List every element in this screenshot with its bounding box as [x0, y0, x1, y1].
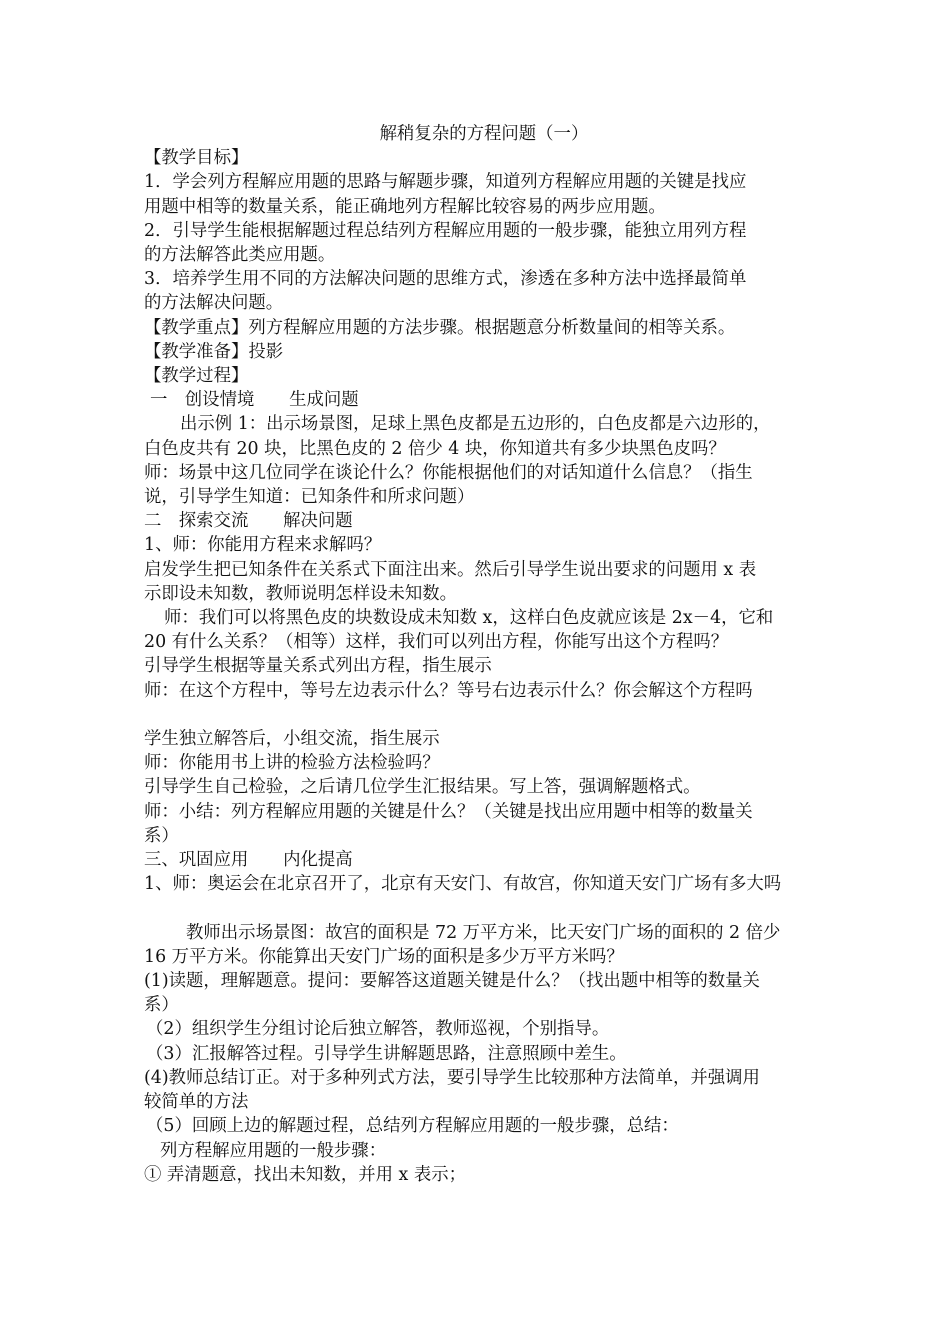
teacher-check-question: 师：你能用书上讲的检验方法检验吗？ — [144, 753, 440, 774]
example-1-line-2: 白色皮共有 20 块，比黑色皮的 2 倍少 4 块，你知道共有多少块黑色皮吗？ — [144, 438, 726, 459]
blank-line — [144, 703, 810, 727]
sub-step-2: （2）组织学生分组讨论后独立解答，教师巡视，个别指导。 — [146, 1019, 610, 1040]
guide-equation-line: 引导学生根据等量关系式列出方程，指生展示 — [144, 656, 492, 677]
summary-line-2: 系） — [144, 825, 179, 846]
objective-3-line-2: 的方法解决问题。 — [144, 293, 284, 314]
guide-line-2: 示即设未知数，教师说明怎样设未知数。 — [144, 583, 458, 604]
summary-line-1: 师：小结：列方程解应用题的关键是什么？（关键是找出应用题中相等的数量关 — [144, 801, 753, 822]
teacher-explain-line-1: 师：我们可以将黑色皮的块数设成未知数 x，这样白色皮就应该是 2x－4，它和 — [164, 608, 774, 629]
guide-line-1: 启发学生把已知条件在关系式下面注出来。然后引导学生说出要求的问题用 x 表 — [144, 559, 757, 580]
document-page — [144, 122, 810, 1187]
sub-step-1-line-1: (1)读题，理解题意。提问：要解答这道题关键是什么？（找出题中相等的数量关 — [144, 971, 760, 992]
blank-line — [144, 896, 810, 920]
example-2-line-1: 教师出示场景图：故宫的面积是 72 万平方米，比天安门广场的面积的 2 倍少 — [186, 922, 781, 943]
step-2-item-1: 1、师：你能用方程来求解吗？ — [144, 535, 382, 556]
student-solve-line: 学生独立解答后，小组交流，指生展示 — [144, 729, 440, 750]
teacher-question-line-1: 师：场景中这几位同学在谈论什么？你能根据他们的对话知道什么信息？（指生 — [144, 462, 753, 483]
sub-step-5: （5）回顾上边的解题过程，总结列方程解应用题的一般步骤，总结： — [146, 1116, 679, 1137]
step-3-item-1: 1、师：奥运会在北京召开了，北京有天安门、有故宫，你知道天安门广场有多大吗 — [144, 874, 782, 895]
step-3-heading: 三、巩固应用 内化提高 — [144, 850, 353, 871]
teacher-explain-line-2: 20 有什么关系？（相等）这样，我们可以列出方程，你能写出这个方程吗？ — [144, 632, 729, 653]
document-title: 解稍复杂的方程问题（一） — [379, 124, 589, 144]
objective-1-line-1: 1．学会列方程解应用题的思路与解题步骤，知道列方程解应用题的关键是找应 — [144, 172, 747, 193]
example-1-line-1: 出示例 1：出示场景图，足球上黑色皮都是五边形的，白色皮都是六边形的， — [180, 414, 771, 435]
sub-step-4-line-2: 较简单的方法 — [144, 1092, 249, 1113]
sub-step-3: （3）汇报解答过程。引导学生讲解题思路，注意照顾中差生。 — [146, 1043, 627, 1064]
objective-1-line-2: 用题中相等的数量关系，能正确地列方程解比较容易的两步应用题。 — [144, 196, 666, 217]
example-2-line-2: 16 万平方米。你能算出天安门广场的面积是多少万平方米吗？ — [144, 946, 624, 967]
step-1-heading: 一 创设情境 生成问题 — [150, 390, 359, 411]
teacher-equation-question: 师：在这个方程中，等号左边表示什么？等号右边表示什么？你会解这个方程吗 — [144, 680, 753, 701]
objective-3-line-1: 3．培养学生用不同的方法解决问题的思维方式，渗透在多种方法中选择最简单 — [144, 269, 747, 290]
section-heading-objectives: 【教学目标】 — [144, 148, 249, 169]
sub-step-4-line-1: (4)教师总结订正。对于多种列式方法，要引导学生比较那种方法简单，并强调用 — [144, 1067, 760, 1088]
section-key-points: 【教学重点】列方程解应用题的方法步骤。根据题意分析数量间的相等关系。 — [144, 317, 736, 338]
objective-2-line-1: 2．引导学生能根据解题过程总结列方程解应用题的一般步骤，能独立用列方程 — [144, 220, 747, 241]
step-2-heading: 二 探索交流 解决问题 — [144, 511, 353, 532]
section-preparation: 【教学准备】投影 — [144, 341, 284, 362]
general-step-1: ① 弄清题意，找出未知数，并用 x 表示； — [144, 1164, 467, 1185]
objective-2-line-2: 的方法解答此类应用题。 — [144, 245, 336, 266]
sub-step-1-line-2: 系） — [144, 995, 179, 1016]
teacher-question-line-2: 说，引导学生知道：已知条件和所求问题） — [144, 487, 475, 508]
general-steps-heading: 列方程解应用题的一般步骤： — [160, 1140, 387, 1161]
guide-check-line: 引导学生自己检验，之后请几位学生汇报结果。写上答，强调解题格式。 — [144, 777, 701, 798]
section-heading-process: 【教学过程】 — [144, 366, 249, 387]
